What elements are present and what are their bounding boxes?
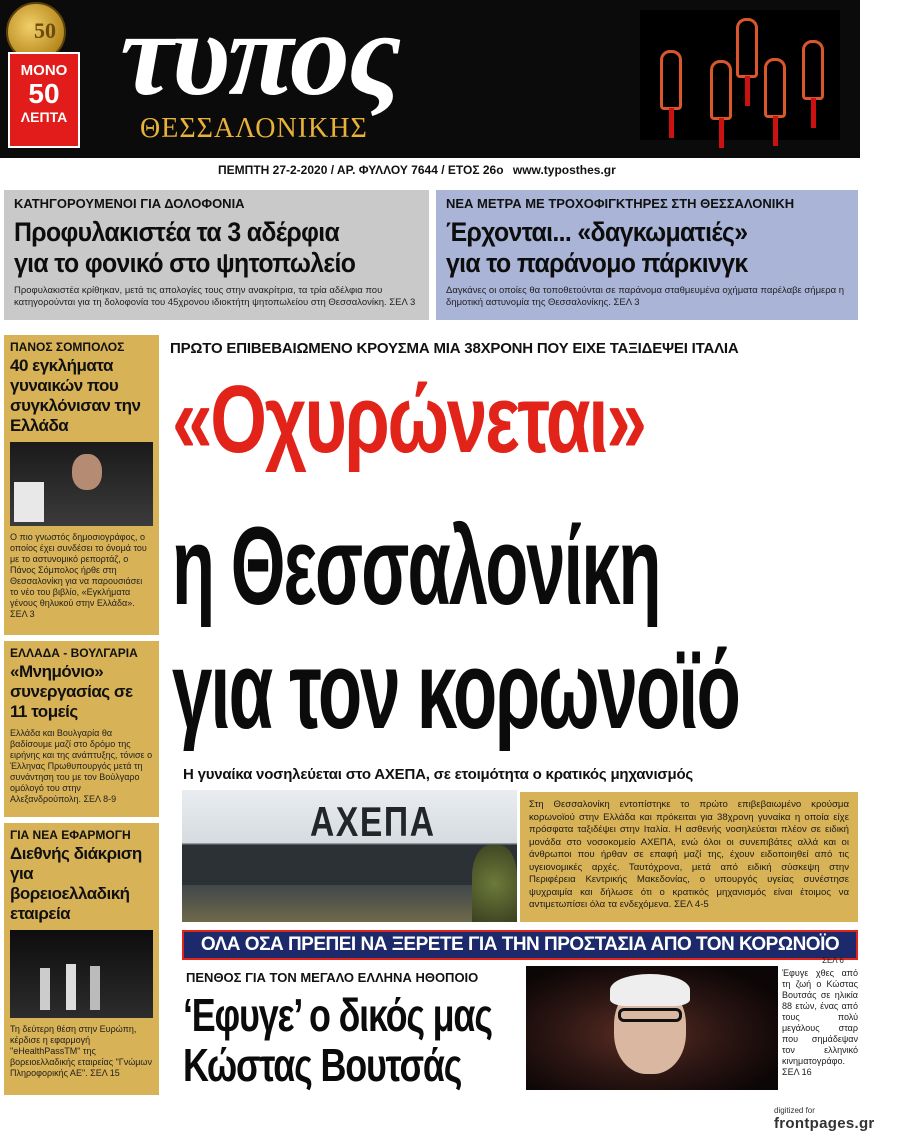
story-kicker: ΠΑΝΟΣ ΣΟΜΠΟΛΟΣ [10,340,125,354]
price-badge [8,52,80,148]
story-murder-suspects[interactable] [4,190,429,320]
digitized-credit [774,1106,875,1132]
masthead-photo [640,10,840,140]
torch-handle [773,116,778,146]
price-line-1: ΜΟΝΟ [20,62,68,79]
promo-bar-coronavirus-guide[interactable]: ΟΛΑ ΟΣΑ ΠΡΕΠΕΙ ΝΑ ΞΕΡΕΤΕ ΓΙΑ ΤΗΝ ΠΡΟΣΤΑΣΙΑ ΑΠΟ ΤΟΝ ΚΟΡΩΝΟΪΟ [182,930,858,960]
person-hair [610,974,690,1006]
torch-handle [745,76,750,106]
story-headline: Διεθνής διάκριση για βορειοελλαδική εταιρεία [10,844,142,923]
story-kicker: ΓΙΑ ΝΕΑ ΕΦΑΡΜΟΓΗ [10,828,131,842]
website-link[interactable]: www.typosthes.gr [512,163,616,177]
dateline [218,163,616,177]
headline-line: Έρχονται... «δαγκωματιές» [446,217,748,247]
torch-icon [736,18,758,78]
story-headline: «Μνημόνιο» συνεργασίας σε 11 τομείς [10,662,133,721]
price-line-3: ΛΕΠΤΑ [20,109,68,125]
obituary-body: Έφυγε χθες από τη ζωή ο Κώστας Βουτσάς σε ηλικία 88 ετών, ένας από τους πολύ μεγάλους σταρ που σημάδεψαν τον ελληνικό κινηματογράφο. ΣΕΛ 16 [782,968,858,1077]
sidebar-story-award[interactable] [4,823,159,1095]
main-headline-line-3[interactable]: για τον κορωνοϊό [172,629,739,752]
torch-icon [764,58,786,118]
headline-line: Κώστας Βουτσάς [183,1039,462,1091]
sidebar-story-greece-bulgaria[interactable] [4,641,159,817]
story-photo [10,442,153,526]
torch-icon [802,40,824,100]
sidebar [4,335,159,1095]
story-photo [10,930,153,1018]
obituary-headline[interactable] [183,990,492,1090]
sidebar-story-crimes-book[interactable] [4,335,159,635]
credit-site-link[interactable]: frontpages.gr [774,1115,875,1132]
person-figure [90,966,100,1010]
story-parking-clamps[interactable] [436,190,858,320]
main-story-subheadline: Η γυναίκα νοσηλεύεται στο ΑΧΕΠΑ, σε ετοιμότητα ο κρατικός μηχανισμός [183,766,694,783]
story-body: Ελλάδα και Βουλγαρία θα βαδίσουμε μαζί στο δρόμο της ειρήνης και της ανάπτυξης, τόνισε ο Έλληνας Πρωθυπουργός μετά τη συνάντηση του με τον Βούλγαρο ομόλογό του στην Αλεξανδρούπολη. ΣΕΛ 8-9 [10,728,153,804]
coin-value: 50 [34,18,56,43]
headline-line: ‘Εφυγε’ ο δικός μας [183,989,492,1041]
story-headline [446,217,816,279]
promo-page-ref: ΣΕΛ 6 [822,956,844,965]
headline-line: για το παράνομο πάρκινγκ [446,248,748,278]
hospital-photo [182,790,517,922]
torch-icon [710,60,732,120]
person-face [72,454,102,490]
story-body: Προφυλακιστέα κρίθηκαν, μετά τις απολογίες τους στην ανακρίτρια, τα τρία αδέλφια που κατηγορούνται για τη δολοφονία του 45χρονου ιδιοκτήτη ψητοπωλείου στη Θεσσαλονίκη. ΣΕΛ 3 [14,285,416,308]
hospital-sign: ΑΧΕΠΑ [310,798,436,845]
main-story-body: Στη Θεσσαλονίκη εντοπίστηκε το πρώτο επιβεβαιωμένο κρούσμα κορωνοϊού στην Ελλάδα και πρόκειται για 38χρονη γυναίκα η οποία είχε πρόσφατα ταξιδέψει στην Ιταλία. Η ασθενής νοσηλεύεται πλέον σε ειδική μονάδα στο νοσοκομείο ΑΧΕΠΑ, ενώ όλοι οι συνεπιβάτες αλλά και οι άνθρωποι που ήρθαν σε επαφή μαζί της, έχουν ειδοποιηθεί από τις υγειονομικές αρχές. Ταυτόχρονα, μετά από ειδική σύσκεψη στην Περιφέρεια Κεντρικής Μακεδονίας, ο υπουργός υγείας συνέστησε ψυχραιμία και δήλωσε ότι ο κρατικός μηχανισμός είναι έτοιμος να αντιμετωπίσει όλα τα ενδεχόμενα. ΣΕΛ 4-5 [520,792,858,922]
story-body: Ο πιο γνωστός δημοσιογράφος, ο οποίος έχει συνδέσει το όνομά του με το αστυνομικό ρεπορτάζ, ο Πάνος Σόμπολος ήρθε στη Θεσσαλονίκη για να παρουσιάσει το νέο του βιβλίο, «Εγκλήματα γένους θηλυκού στην Ελλάδα». ΣΕΛ 3 [10,532,147,619]
story-body: Δαγκάνες οι οποίες θα τοποθετούνται σε παράνομα σταθμευμένα οχήματα παρέλαβε σήμερα η δημοτική αστυνομία της Θεσσαλονίκης. ΣΕΛ 3 [446,285,845,308]
masthead [0,0,900,177]
torch-handle [811,98,816,128]
person-figure [40,968,50,1010]
newspaper-logo-subtitle: ΘΕΣΣΑΛΟΝΙΚΗΣ [140,113,368,144]
main-headline-line-1[interactable]: «Οχυρώνεται» [172,366,645,473]
newspaper-logo: τυπος [120,0,400,120]
story-kicker: ΕΛΛΑΔΑ - ΒΟΥΛΓΑΡΙΑ [10,646,138,660]
story-kicker: ΝΕΑ ΜΕΤΡΑ ΜΕ ΤΡΟΧΟΦΙΓΚΤΗΡΕΣ ΣΤΗ ΘΕΣΣΑΛΟΝΙΚΗ [446,196,795,211]
main-story-kicker: ΠΡΩΤΟ ΕΠΙΒΕΒΑΙΩΜΕΝΟ ΚΡΟΥΣΜΑ ΜΙΑ 38ΧΡΟΝΗ ΠΟΥ ΕΙΧΕ ΤΑΞΙΔΕΨΕΙ ΙΤΑΛΙΑ [170,340,739,357]
tree-shape [472,845,517,922]
issue-date: ΠΕΜΠΤΗ 27-2-2020 / ΑΡ. ΦΥΛΛΟΥ 7644 / ΕΤΟΣ 26ο [218,163,504,177]
headline-line: για το φονικό στο ψητοπωλείο [14,248,356,278]
book-icon [14,482,44,522]
story-body: Τη δεύτερη θέση στην Ευρώπη, κέρδισε η εφαρμογή "eHealthPassTM" της βορειοελλαδικής εταιρείας "Γνώμων Πληροφορικής ΑΕ". ΣΕΛ 15 [10,1024,152,1078]
torch-handle [719,118,724,148]
story-kicker: ΚΑΤΗΓΟΡΟΥΜΕΝΟΙ ΓΙΑ ΔΟΛΟΦΟΝΙΑ [14,196,245,211]
price-line-2: 50 [28,78,60,109]
torch-icon [660,50,682,110]
person-figure [66,964,76,1010]
obituary-kicker: ΠΕΝΘΟΣ ΓΙΑ ΤΟΝ ΜΕΓΑΛΟ ΕΛΛΗΝΑ ΗΘΟΠΟΙΟ [186,970,479,985]
story-headline [14,217,387,279]
headline-line: Προφυλακιστέα τα 3 αδέρφια [14,217,340,247]
torch-handle [669,108,674,138]
glasses-icon [618,1008,682,1022]
main-headline-line-2[interactable]: η Θεσσαλονίκη [172,505,660,628]
credit-line-1: digitized for [774,1106,815,1115]
story-headline: 40 εγκλήματα γυναικών που συγκλόνισαν την Ελλάδα [10,356,141,435]
building-shape [182,845,517,885]
obituary-photo [526,966,778,1090]
